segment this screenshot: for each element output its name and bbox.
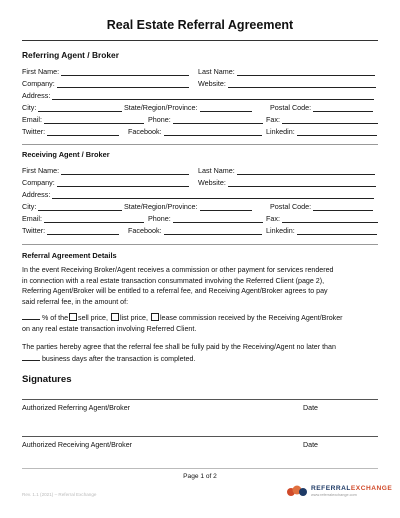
receiving-last-name-field[interactable] [237, 166, 375, 175]
details-heading: Referral Agreement Details [22, 251, 117, 260]
business-days-field[interactable] [22, 353, 40, 361]
document-title: Real Estate Referral Agreement [106, 18, 294, 32]
referral-percentage-clause: % of the sell price, list price, lease commission received by the Receiving Agent/Broker on any real estate transaction involving Referred Client. [22, 314, 343, 333]
receiving-postal-field[interactable] [313, 202, 373, 211]
referring-name-row: First Name: Last Name: [22, 66, 378, 76]
receiving-company-row: Company: Website: [22, 177, 378, 187]
receiving-address-row: Address: [22, 189, 378, 199]
title-rule [22, 40, 378, 41]
referring-website-field[interactable] [228, 79, 376, 88]
receiving-signature-label: Authorized Receiving Agent/Broker [22, 441, 133, 449]
referring-facebook-field[interactable] [164, 127, 262, 136]
percentage-field[interactable] [22, 312, 40, 320]
sell-price-checkbox[interactable] [69, 313, 77, 321]
referring-date-label: Date [303, 404, 318, 412]
footer-note: Rev. 1.1 (2021) – Referral Exchange [22, 492, 97, 497]
list-price-checkbox[interactable] [111, 313, 119, 321]
receiving-date-label: Date [303, 441, 318, 449]
referring-signature-label: Authorized Referring Agent/Broker [22, 404, 131, 412]
signatures-heading: Signatures [22, 374, 72, 385]
referring-linkedin-field[interactable] [297, 127, 377, 136]
receiving-email-field[interactable] [44, 214, 144, 223]
receiving-email-row: Email: Phone: Fax: [22, 213, 378, 223]
receiving-city-field[interactable] [38, 202, 122, 211]
receiving-state-field[interactable] [200, 202, 252, 211]
section-divider [22, 144, 378, 145]
referring-city-field[interactable] [38, 103, 122, 112]
page-number: Page 1 of 2 [183, 473, 217, 480]
referring-first-name-field[interactable] [61, 67, 189, 76]
referring-fax-field[interactable] [282, 115, 378, 124]
receiving-social-row: Twitter: Facebook: Linkedin: [22, 225, 378, 235]
referring-heading: Referring Agent / Broker [22, 50, 119, 60]
referring-phone-field[interactable] [173, 115, 263, 124]
referring-address-field[interactable] [52, 91, 374, 100]
referring-email-row: Email: Phone: Fax: [22, 114, 378, 124]
referring-social-row: Twitter: Facebook: Linkedin: [22, 126, 378, 136]
receiving-company-field[interactable] [57, 178, 189, 187]
referring-twitter-field[interactable] [47, 127, 119, 136]
referring-company-field[interactable] [57, 79, 189, 88]
logo-mark-icon [286, 485, 308, 497]
referring-address-row: Address: [22, 90, 378, 100]
referring-signature-line[interactable] [22, 399, 378, 400]
receiving-city-row: City: State/Region/Province: Postal Code: [22, 201, 378, 211]
referring-postal-field[interactable] [313, 103, 373, 112]
receiving-first-name-field[interactable] [61, 166, 189, 175]
referral-fee-paragraph: In the event Receiving Broker/Agent receives a commission or other payment for services rendered in connection with a real estate transaction consummated involving the Referred Client (page 2), Referring Agent/Broker will be entitled to a referral fee, and Receiving Agent/Broker agrees to pay said referral fee, in the amount of: [22, 266, 334, 306]
receiving-twitter-field[interactable] [47, 226, 119, 235]
receiving-fax-field[interactable] [282, 214, 378, 223]
agreement-page [22, 0, 393, 518]
referring-state-field[interactable] [200, 103, 252, 112]
footer-rule [22, 468, 378, 469]
referring-last-name-field[interactable] [237, 67, 375, 76]
referral-exchange-logo: REFERRALEXCHANGE www.referralexchange.com [286, 485, 392, 497]
referring-company-row: Company: Website: [22, 78, 378, 88]
receiving-signature-line[interactable] [22, 436, 378, 437]
receiving-phone-field[interactable] [173, 214, 263, 223]
receiving-name-row: First Name: Last Name: [22, 165, 378, 175]
referring-city-row: City: State/Region/Province: Postal Code: [22, 102, 378, 112]
payment-deadline-clause: The parties hereby agree that the referral fee shall be fully paid by the Receiving/Agent no later than business days after the transaction is completed. [22, 343, 336, 363]
receiving-address-field[interactable] [52, 190, 374, 199]
referring-email-field[interactable] [44, 115, 144, 124]
receiving-linkedin-field[interactable] [297, 226, 377, 235]
section-divider [22, 244, 378, 245]
lease-commission-checkbox[interactable] [151, 313, 159, 321]
receiving-website-field[interactable] [228, 178, 376, 187]
receiving-facebook-field[interactable] [164, 226, 262, 235]
receiving-heading: Receiving Agent / Broker [22, 150, 110, 159]
